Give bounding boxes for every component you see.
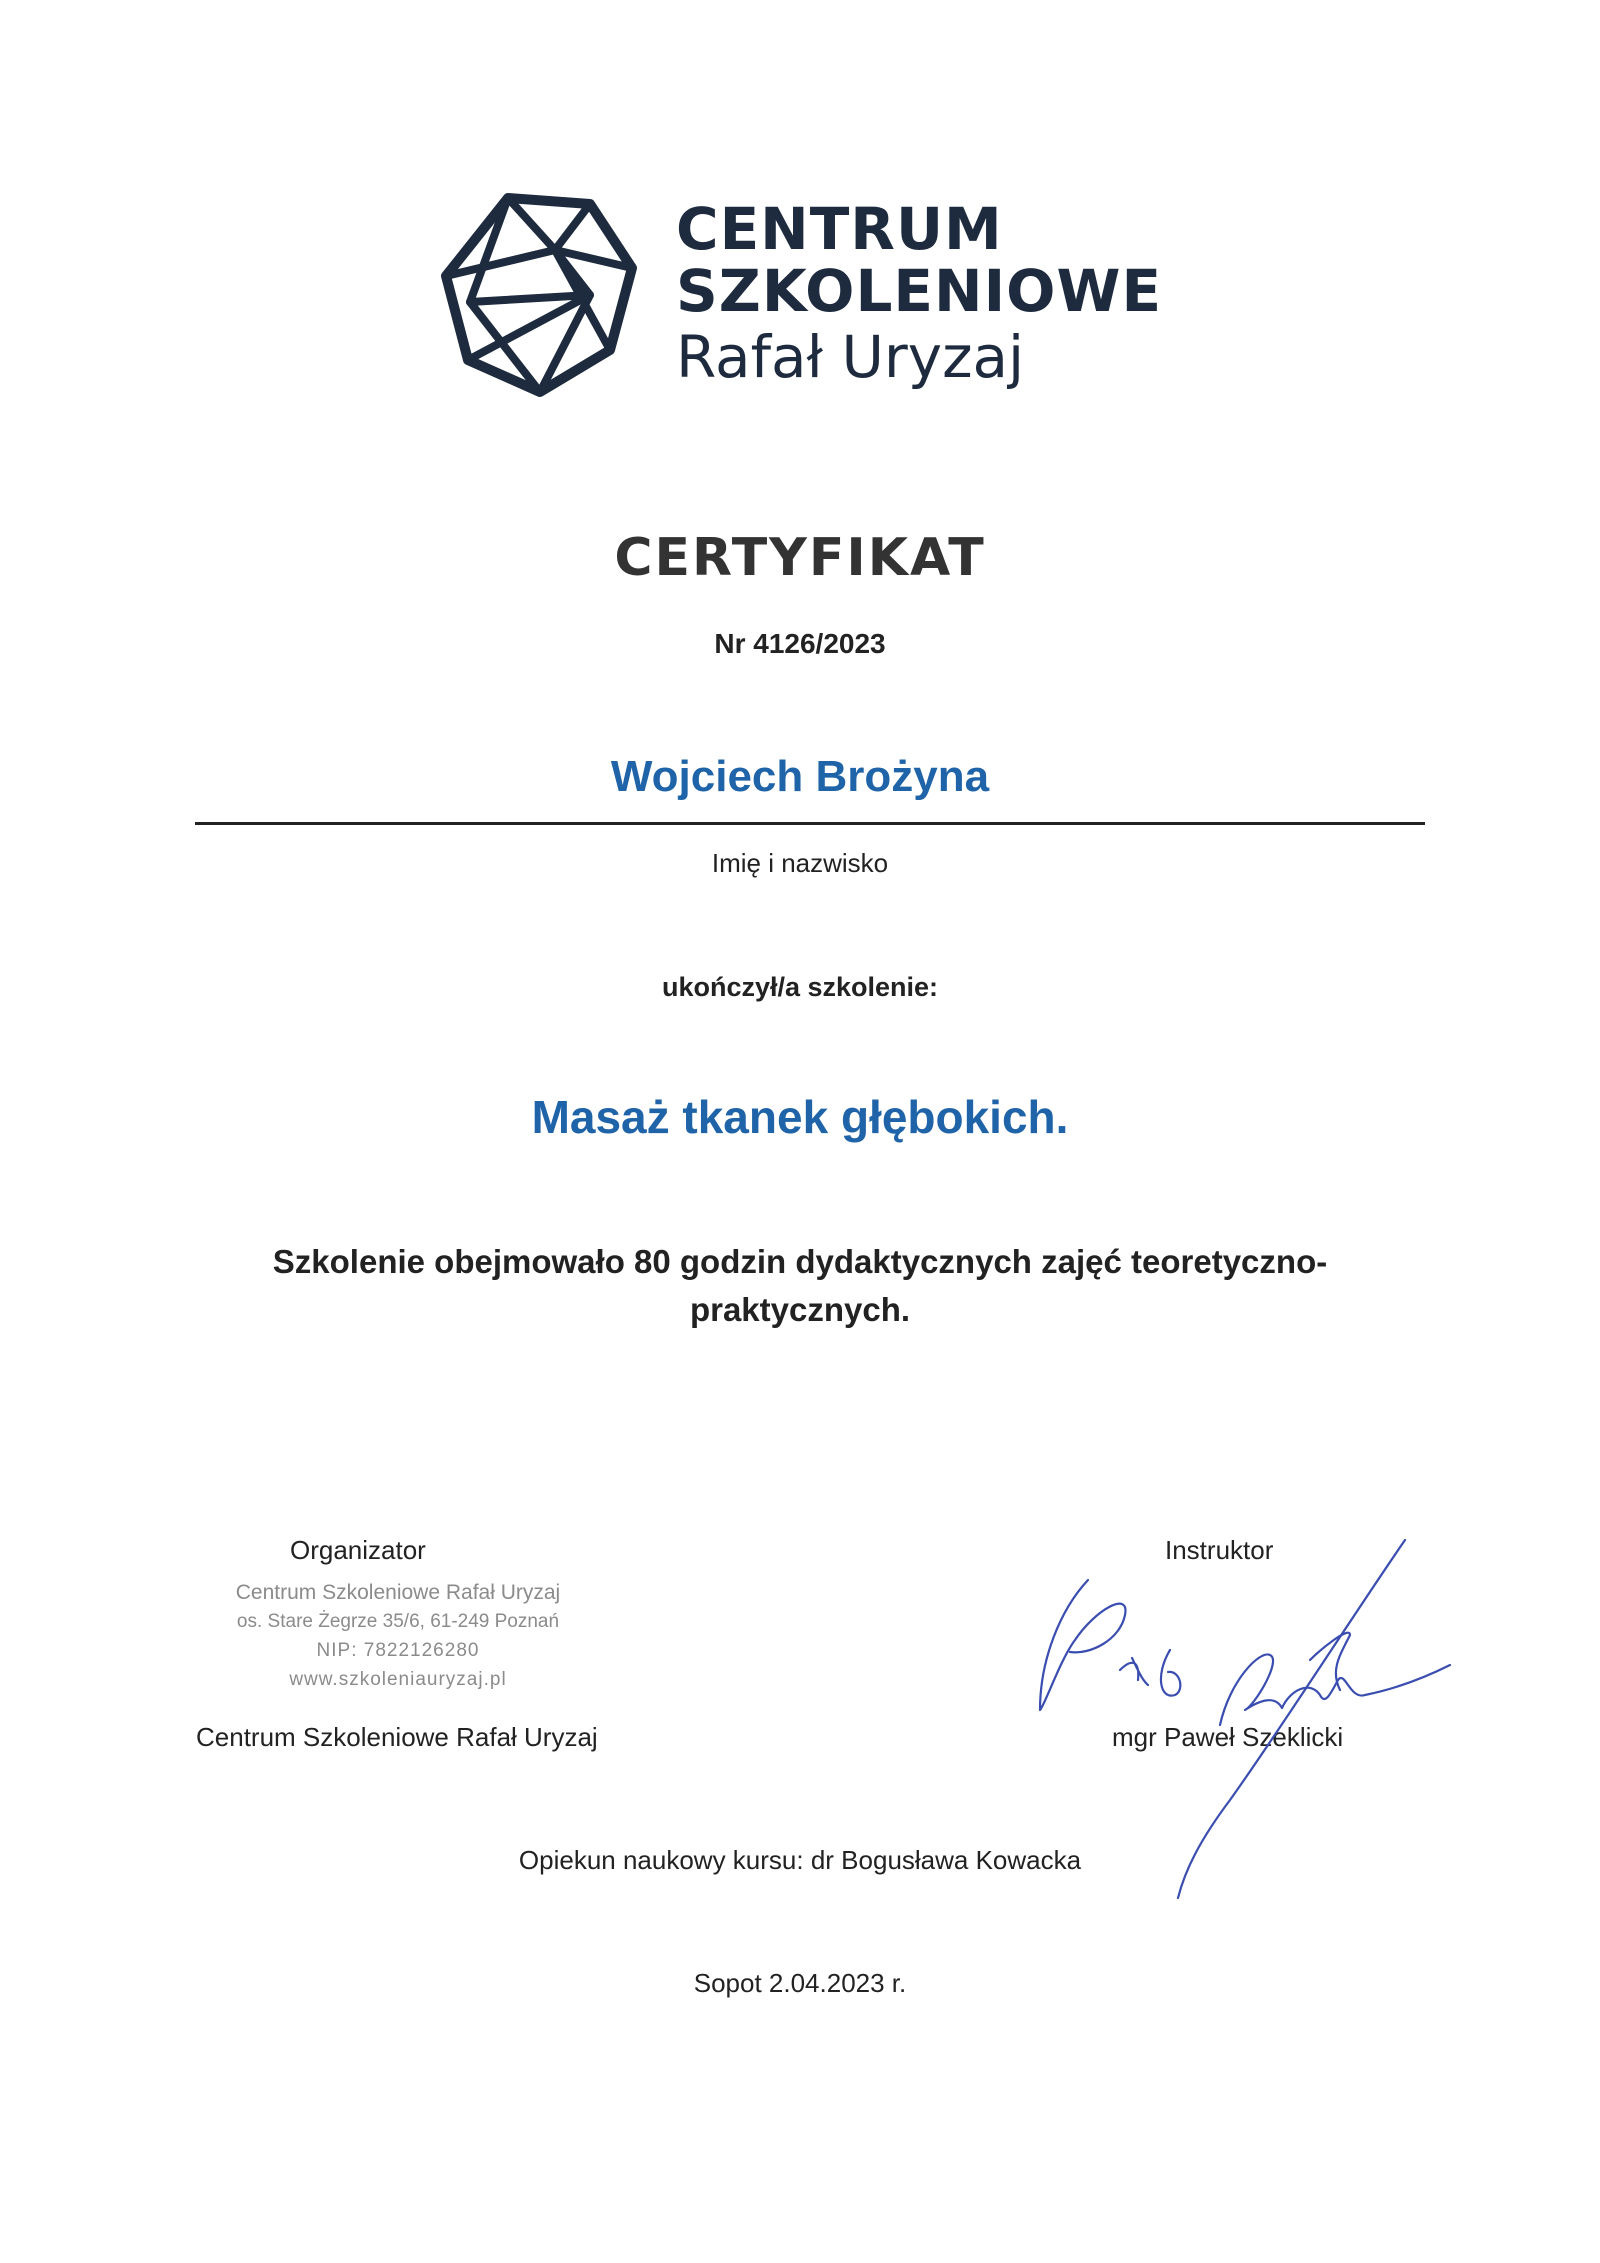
stamp-line-address: os. Stare Żegrze 35/6, 61-249 Poznań <box>236 1611 560 1632</box>
instructor-label: Instruktor <box>1165 1535 1274 1565</box>
logo-wordmark <box>676 195 1163 392</box>
stamp-line-website: www.szkoleniauryzaj.pl <box>289 1669 507 1690</box>
certificate-title: CERTYFIKAT <box>614 528 986 588</box>
company-logo <box>440 190 1200 410</box>
name-underline <box>195 822 1425 825</box>
logo-line-owner: Rafał Uryzaj <box>676 323 1025 391</box>
logo-line-centrum: CENTRUM <box>676 195 1003 263</box>
stamp-line-nip: NIP: 7822126280 <box>316 1640 480 1661</box>
instructor-name: mgr Paweł Szeklicki <box>1112 1722 1344 1752</box>
logo-line-szkoleniowe: SZKOLENIOWE <box>676 257 1163 325</box>
place-and-date: Sopot 2.04.2023 r. <box>693 1968 907 1998</box>
certificate-number: Nr 4126/2023 <box>714 628 886 659</box>
organizer-stamp <box>228 1578 568 1694</box>
geometric-heptagon-logo-icon <box>440 190 640 400</box>
completed-label: ukończył/a szkolenie: <box>661 972 939 1002</box>
description-line-2: praktycznych. <box>689 1291 911 1328</box>
name-caption: Imię i nazwisko <box>711 848 889 878</box>
description-line-1: Szkolenie obejmowało 80 godzin dydaktycznych zajęć teoretyczno- <box>272 1243 1328 1280</box>
organizer-label: Organizator <box>290 1535 426 1565</box>
stamp-line-company: Centrum Szkoleniowe Rafał Uryzaj <box>235 1581 561 1604</box>
course-description <box>0 1238 1600 1334</box>
recipient-name: Wojciech Brożyna <box>610 752 990 801</box>
scientific-supervisor: Opiekun naukowy kursu: dr Bogusława Kowacka <box>518 1845 1082 1875</box>
course-title: Masaż tkanek głębokich. <box>531 1091 1069 1143</box>
organizer-name: Centrum Szkoleniowe Rafał Uryzaj <box>196 1722 598 1752</box>
